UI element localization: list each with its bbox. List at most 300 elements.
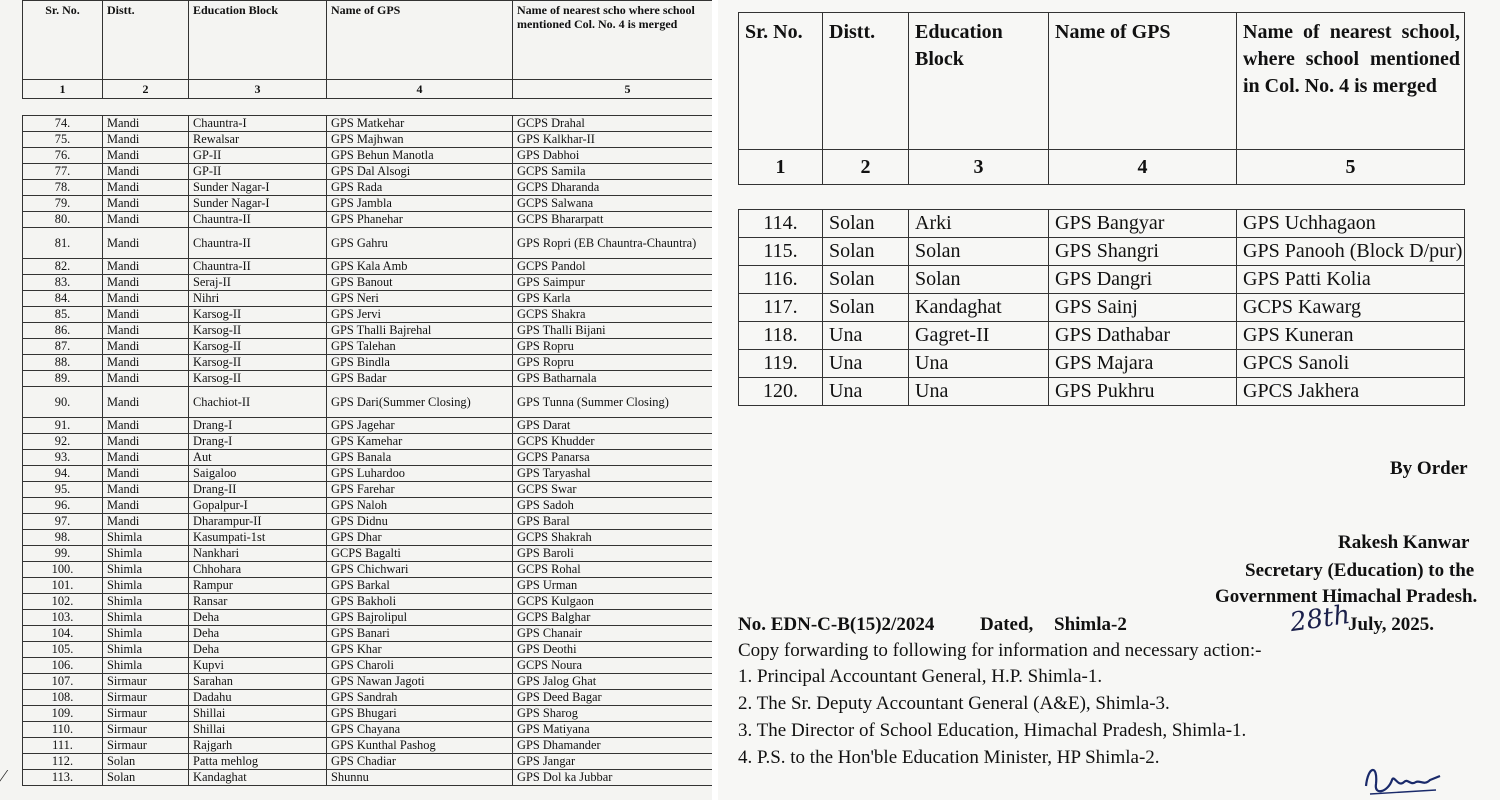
left-table-row — [23, 674, 713, 690]
right-col-num: 1 — [739, 150, 823, 185]
right-table-row — [739, 266, 1465, 294]
copy-list-item: 1. Principal Accountant General, H.P. Shimla-1. — [738, 666, 1103, 687]
district-cell: Shimla — [103, 594, 189, 610]
education-block-cell: Sarahan — [189, 674, 327, 690]
sr-no-cell: 94. — [23, 466, 103, 482]
gps-name-cell: GPS Chayana — [327, 722, 513, 738]
dated-label: Dated, — [980, 614, 1034, 635]
sr-no-cell: 93. — [23, 450, 103, 466]
sr-no-cell: 105. — [23, 642, 103, 658]
nearest-school-cell: GCPS Pandol — [513, 259, 713, 275]
gps-name-cell: Shunnu — [327, 770, 513, 786]
gps-name-cell: GPS Kala Amb — [327, 259, 513, 275]
district-cell: Solan — [103, 770, 189, 786]
left-table-row — [23, 482, 713, 498]
district-cell: Mandi — [103, 466, 189, 482]
district-cell: Mandi — [103, 180, 189, 196]
nearest-school-cell: GPS Deed Bagar — [513, 690, 713, 706]
right-col-header-distt: Distt. — [823, 13, 909, 150]
sr-no-cell: 98. — [23, 530, 103, 546]
gps-name-cell: GPS Matkehar — [327, 116, 513, 132]
education-block-cell: Kupvi — [189, 658, 327, 674]
handwritten-date-day: 28th — [1288, 599, 1353, 639]
by-order-text: By Order — [1390, 458, 1468, 479]
sr-no-cell: 114. — [739, 210, 823, 238]
district-cell: Shimla — [103, 610, 189, 626]
gps-name-cell: GPS Jambla — [327, 196, 513, 212]
gps-name-cell: GPS Dhar — [327, 530, 513, 546]
nearest-school-cell: GPS Deothi — [513, 642, 713, 658]
education-block-cell: Patta mehlog — [189, 754, 327, 770]
sr-no-cell: 80. — [23, 212, 103, 228]
nearest-school-cell: GPS Matiyana — [513, 722, 713, 738]
right-table-row — [739, 378, 1465, 406]
nearest-school-cell: GCPS Bhararpatt — [513, 212, 713, 228]
left-table-row — [23, 339, 713, 355]
gps-name-cell: GPS Bhugari — [327, 706, 513, 722]
sr-no-cell: 82. — [23, 259, 103, 275]
education-block-cell: Deha — [189, 610, 327, 626]
district-cell: Solan — [103, 754, 189, 770]
right-table-row — [739, 238, 1465, 266]
gps-name-cell: GPS Majara — [1049, 350, 1237, 378]
district-cell: Mandi — [103, 164, 189, 180]
gps-name-cell: GPS Charoli — [327, 658, 513, 674]
district-cell: Shimla — [103, 658, 189, 674]
education-block-cell: Gopalpur-I — [189, 498, 327, 514]
district-cell: Mandi — [103, 212, 189, 228]
left-table-row — [23, 658, 713, 674]
left-table-row — [23, 180, 713, 196]
sr-no-cell: 113. — [23, 770, 103, 786]
nearest-school-cell: GCPS Swar — [513, 482, 713, 498]
gps-name-cell: GPS Farehar — [327, 482, 513, 498]
nearest-school-cell: GPS Baral — [513, 514, 713, 530]
education-block-cell: Chhohara — [189, 562, 327, 578]
gps-name-cell: GPS Naloh — [327, 498, 513, 514]
nearest-school-cell: GCPS Dharanda — [513, 180, 713, 196]
nearest-school-cell: GPS Saimpur — [513, 275, 713, 291]
education-block-cell: Aut — [189, 450, 327, 466]
district-cell: Sirmaur — [103, 738, 189, 754]
left-table-row — [23, 196, 713, 212]
gps-name-cell: GPS Sandrah — [327, 690, 513, 706]
left-table-row — [23, 530, 713, 546]
education-block-cell: Sunder Nagar-I — [189, 180, 327, 196]
district-cell: Mandi — [103, 418, 189, 434]
gps-name-cell: GPS Barkal — [327, 578, 513, 594]
left-table-row — [23, 387, 713, 418]
district-cell: Sirmaur — [103, 706, 189, 722]
left-table-row — [23, 450, 713, 466]
education-block-cell: Kasumpati-1st — [189, 530, 327, 546]
district-cell: Mandi — [103, 148, 189, 164]
gps-name-cell: GPS Kunthal Pashog — [327, 738, 513, 754]
district-cell: Mandi — [103, 307, 189, 323]
gps-name-cell: GPS Shangri — [1049, 238, 1237, 266]
dated-place: Shimla-2 — [1054, 614, 1127, 635]
education-block-cell: Karsog-II — [189, 371, 327, 387]
left-table-row — [23, 578, 713, 594]
sr-no-cell: 108. — [23, 690, 103, 706]
gps-name-cell: GPS Neri — [327, 291, 513, 307]
gps-name-cell: GPS Khar — [327, 642, 513, 658]
district-cell: Mandi — [103, 323, 189, 339]
gps-name-cell: GPS Pukhru — [1049, 378, 1237, 406]
left-table-row — [23, 323, 713, 339]
nearest-school-cell: GPS Jangar — [513, 754, 713, 770]
education-block-cell: Karsog-II — [189, 339, 327, 355]
sr-no-cell: 89. — [23, 371, 103, 387]
district-cell: Shimla — [103, 530, 189, 546]
sr-no-cell: 117. — [739, 294, 823, 322]
left-table-row — [23, 132, 713, 148]
left-col-num: 2 — [103, 80, 189, 99]
sr-no-cell: 120. — [739, 378, 823, 406]
gps-name-cell: GPS Phanehar — [327, 212, 513, 228]
education-block-cell: Una — [909, 350, 1049, 378]
left-table-row — [23, 722, 713, 738]
sr-no-cell: 104. — [23, 626, 103, 642]
gps-name-cell: GPS Dathabar — [1049, 322, 1237, 350]
gps-name-cell: GPS Dangri — [1049, 266, 1237, 294]
education-block-cell: Rampur — [189, 578, 327, 594]
district-cell: Solan — [823, 238, 909, 266]
left-table-row — [23, 418, 713, 434]
nearest-school-cell: GCPS Rohal — [513, 562, 713, 578]
district-cell: Una — [823, 350, 909, 378]
education-block-cell: Shillai — [189, 706, 327, 722]
nearest-school-cell: GPS Kuneran — [1237, 322, 1465, 350]
left-table-row — [23, 148, 713, 164]
district-cell: Shimla — [103, 562, 189, 578]
education-block-cell: Gagret-II — [909, 322, 1049, 350]
nearest-school-cell: GCPS Shakrah — [513, 530, 713, 546]
left-document-page — [0, 0, 712, 800]
gps-name-cell: GPS Jervi — [327, 307, 513, 323]
sr-no-cell: 84. — [23, 291, 103, 307]
education-block-cell: Drang-I — [189, 434, 327, 450]
signatory-org: Government Himachal Pradesh. — [1215, 586, 1478, 607]
district-cell: Mandi — [103, 498, 189, 514]
district-cell: Mandi — [103, 514, 189, 530]
signatory-title: Secretary (Education) to the — [1245, 560, 1475, 581]
sr-no-cell: 83. — [23, 275, 103, 291]
education-block-cell: Rajgarh — [189, 738, 327, 754]
right-col-header-block: Education Block — [909, 13, 1049, 150]
left-table-row — [23, 626, 713, 642]
right-table-row — [739, 294, 1465, 322]
gps-name-cell: GPS Jagehar — [327, 418, 513, 434]
left-table-body — [22, 115, 712, 786]
sr-no-cell: 102. — [23, 594, 103, 610]
sr-no-cell: 96. — [23, 498, 103, 514]
sr-no-cell: 111. — [23, 738, 103, 754]
sr-no-cell: 76. — [23, 148, 103, 164]
left-col-header-gps: Name of GPS — [327, 1, 513, 80]
nearest-school-cell: GPS Batharnala — [513, 371, 713, 387]
left-table-row — [23, 434, 713, 450]
sr-no-cell: 86. — [23, 323, 103, 339]
education-block-cell: Solan — [909, 266, 1049, 294]
education-block-cell: Karsog-II — [189, 355, 327, 371]
district-cell: Sirmaur — [103, 674, 189, 690]
left-table-row — [23, 275, 713, 291]
gps-name-cell: GPS Dari(Summer Closing) — [327, 387, 513, 418]
right-table-row — [739, 350, 1465, 378]
sr-no-cell: 91. — [23, 418, 103, 434]
nearest-school-cell: GPS Urman — [513, 578, 713, 594]
left-table-row — [23, 610, 713, 626]
gps-name-cell: GPS Talehan — [327, 339, 513, 355]
left-col-num: 3 — [189, 80, 327, 99]
sr-no-cell: 119. — [739, 350, 823, 378]
left-table-row — [23, 562, 713, 578]
education-block-cell: Kandaghat — [909, 294, 1049, 322]
left-table-row — [23, 770, 713, 786]
gps-name-cell: GPS Chadiar — [327, 754, 513, 770]
left-col-header-nearest: Name of nearest scho where school mentioned Col. No. 4 is merged — [513, 1, 713, 80]
district-cell: Mandi — [103, 371, 189, 387]
nearest-school-cell: GCPS Kawarg — [1237, 294, 1465, 322]
district-cell: Una — [823, 322, 909, 350]
education-block-cell: Saigaloo — [189, 466, 327, 482]
gps-name-cell: GPS Dal Alsogi — [327, 164, 513, 180]
district-cell: Shimla — [103, 546, 189, 562]
district-cell: Mandi — [103, 355, 189, 371]
left-table-row — [23, 642, 713, 658]
district-cell: Mandi — [103, 291, 189, 307]
nearest-school-cell: GCPS Kulgaon — [513, 594, 713, 610]
nearest-school-cell: GCPS Samila — [513, 164, 713, 180]
gps-name-cell: GPS Chichwari — [327, 562, 513, 578]
nearest-school-cell: GPS Panooh (Block D/pur) — [1237, 238, 1465, 266]
district-cell: Mandi — [103, 228, 189, 259]
nearest-school-cell: GPS Dol ka Jubbar — [513, 770, 713, 786]
sr-no-cell: 87. — [23, 339, 103, 355]
education-block-cell: Karsog-II — [189, 307, 327, 323]
sr-no-cell: 92. — [23, 434, 103, 450]
nearest-school-cell: GPS Chanair — [513, 626, 713, 642]
sr-no-cell: 107. — [23, 674, 103, 690]
district-cell: Mandi — [103, 116, 189, 132]
education-block-cell: Chauntra-II — [189, 212, 327, 228]
page-edge-mark: ⁄ — [2, 766, 6, 786]
sr-no-cell: 100. — [23, 562, 103, 578]
left-table-row — [23, 738, 713, 754]
gps-name-cell: GPS Badar — [327, 371, 513, 387]
education-block-cell: Chauntra-II — [189, 228, 327, 259]
nearest-school-cell: GPS Ropri (EB Chauntra-Chauntra) — [513, 228, 713, 259]
gps-name-cell: GPS Bindla — [327, 355, 513, 371]
education-block-cell: Shillai — [189, 722, 327, 738]
gps-name-cell: GPS Kamehar — [327, 434, 513, 450]
nearest-school-cell: GPS Jalog Ghat — [513, 674, 713, 690]
left-table-row — [23, 259, 713, 275]
copy-list-item: 4. P.S. to the Hon'ble Education Minister, HP Shimla-2. — [738, 747, 1160, 768]
district-cell: Sirmaur — [103, 722, 189, 738]
left-col-header-block: Education Block — [189, 1, 327, 80]
nearest-school-cell: GCPS Balghar — [513, 610, 713, 626]
gps-name-cell: GPS Banout — [327, 275, 513, 291]
left-table-row — [23, 355, 713, 371]
nearest-school-cell: GPS Uchhagaon — [1237, 210, 1465, 238]
right-table-row — [739, 322, 1465, 350]
left-col-header-sr: Sr. No. — [23, 1, 103, 80]
gps-name-cell: GPS Behun Manotla — [327, 148, 513, 164]
right-col-num: 5 — [1237, 150, 1465, 185]
signatory-name: Rakesh Kanwar — [1338, 532, 1470, 553]
education-block-cell: Drang-I — [189, 418, 327, 434]
right-table-row — [739, 210, 1465, 238]
left-col-num: 5 — [513, 80, 713, 99]
left-table-row — [23, 594, 713, 610]
nearest-school-cell: GPS Ropru — [513, 339, 713, 355]
education-block-cell: GP-II — [189, 148, 327, 164]
gps-name-cell: GPS Bajrolipul — [327, 610, 513, 626]
education-block-cell: Arki — [909, 210, 1049, 238]
district-cell: Sirmaur — [103, 690, 189, 706]
sr-no-cell: 116. — [739, 266, 823, 294]
left-table-header — [22, 0, 712, 99]
sr-no-cell: 85. — [23, 307, 103, 323]
nearest-school-cell: GPS Darat — [513, 418, 713, 434]
left-table-row — [23, 228, 713, 259]
gps-name-cell: GPS Thalli Bajrehal — [327, 323, 513, 339]
left-table-row — [23, 164, 713, 180]
education-block-cell: Solan — [909, 238, 1049, 266]
district-cell: Mandi — [103, 482, 189, 498]
right-col-header-nearest: Name of nearest school, where school mentioned in Col. No. 4 is merged — [1237, 13, 1465, 150]
nearest-school-cell: GPS Dhamander — [513, 738, 713, 754]
right-col-num: 2 — [823, 150, 909, 185]
left-table-row — [23, 498, 713, 514]
right-col-num: 3 — [909, 150, 1049, 185]
gps-name-cell: GPS Bangyar — [1049, 210, 1237, 238]
left-table-row — [23, 546, 713, 562]
reference-number: No. EDN-C-B(15)2/2024 — [738, 614, 935, 635]
education-block-cell: Dharampur-II — [189, 514, 327, 530]
sr-no-cell: 81. — [23, 228, 103, 259]
district-cell: Solan — [823, 210, 909, 238]
district-cell: Mandi — [103, 132, 189, 148]
education-block-cell: Seraj-II — [189, 275, 327, 291]
date-month-year: July, 2025. — [1348, 614, 1435, 635]
education-block-cell: Dadahu — [189, 690, 327, 706]
district-cell: Una — [823, 378, 909, 406]
nearest-school-cell: GPS Thalli Bijani — [513, 323, 713, 339]
gps-name-cell: GPS Gahru — [327, 228, 513, 259]
education-block-cell: GP-II — [189, 164, 327, 180]
right-table-header — [738, 12, 1465, 185]
left-table-row — [23, 291, 713, 307]
left-table-row — [23, 514, 713, 530]
nearest-school-cell: GPS Karla — [513, 291, 713, 307]
nearest-school-cell: GPCS Sanoli — [1237, 350, 1465, 378]
sr-no-cell: 101. — [23, 578, 103, 594]
nearest-school-cell: GPS Dabhoi — [513, 148, 713, 164]
left-table-row — [23, 690, 713, 706]
gps-name-cell: GPS Majhwan — [327, 132, 513, 148]
district-cell: Shimla — [103, 626, 189, 642]
nearest-school-cell: GCPS Drahal — [513, 116, 713, 132]
district-cell: Mandi — [103, 259, 189, 275]
sr-no-cell: 79. — [23, 196, 103, 212]
district-cell: Mandi — [103, 275, 189, 291]
left-col-num: 1 — [23, 80, 103, 99]
education-block-cell: Karsog-II — [189, 323, 327, 339]
nearest-school-cell: GCPS Salwana — [513, 196, 713, 212]
sr-no-cell: 112. — [23, 754, 103, 770]
nearest-school-cell: GPS Sadoh — [513, 498, 713, 514]
gps-name-cell: GPS Didnu — [327, 514, 513, 530]
copy-list-item: 3. The Director of School Education, Himachal Pradesh, Shimla-1. — [738, 720, 1247, 741]
education-block-cell: Drang-II — [189, 482, 327, 498]
education-block-cell: Rewalsar — [189, 132, 327, 148]
sr-no-cell: 99. — [23, 546, 103, 562]
nearest-school-cell: GPS Baroli — [513, 546, 713, 562]
right-document-page — [718, 0, 1500, 800]
gps-name-cell: GPS Sainj — [1049, 294, 1237, 322]
gps-name-cell: GPS Banala — [327, 450, 513, 466]
nearest-school-cell: GPS Tunna (Summer Closing) — [513, 387, 713, 418]
education-block-cell: Chauntra-I — [189, 116, 327, 132]
nearest-school-cell: GCPS Khudder — [513, 434, 713, 450]
gps-name-cell: GPS Banari — [327, 626, 513, 642]
left-table-row — [23, 212, 713, 228]
signature-scribble — [1358, 756, 1448, 800]
left-table-row — [23, 706, 713, 722]
education-block-cell: Nihri — [189, 291, 327, 307]
right-col-num: 4 — [1049, 150, 1237, 185]
right-table-body — [738, 209, 1465, 406]
education-block-cell: Nankhari — [189, 546, 327, 562]
sr-no-cell: 77. — [23, 164, 103, 180]
sr-no-cell: 88. — [23, 355, 103, 371]
education-block-cell: Deha — [189, 642, 327, 658]
district-cell: Mandi — [103, 450, 189, 466]
district-cell: Solan — [823, 266, 909, 294]
district-cell: Mandi — [103, 387, 189, 418]
sr-no-cell: 78. — [23, 180, 103, 196]
education-block-cell: Chachiot-II — [189, 387, 327, 418]
sr-no-cell: 118. — [739, 322, 823, 350]
district-cell: Solan — [823, 294, 909, 322]
education-block-cell: Chauntra-II — [189, 259, 327, 275]
sr-no-cell: 103. — [23, 610, 103, 626]
sr-no-cell: 75. — [23, 132, 103, 148]
sr-no-cell: 109. — [23, 706, 103, 722]
district-cell: Mandi — [103, 434, 189, 450]
copy-list-item: 2. The Sr. Deputy Accountant General (A&E), Shimla-3. — [738, 693, 1170, 714]
nearest-school-cell: GPS Taryashal — [513, 466, 713, 482]
nearest-school-cell: GPS Patti Kolia — [1237, 266, 1465, 294]
education-block-cell: Kandaghat — [189, 770, 327, 786]
right-col-header-gps: Name of GPS — [1049, 13, 1237, 150]
gps-name-cell: GCPS Bagalti — [327, 546, 513, 562]
gps-name-cell: GPS Bakholi — [327, 594, 513, 610]
nearest-school-cell: GCPS Panarsa — [513, 450, 713, 466]
left-table-row — [23, 307, 713, 323]
education-block-cell: Ransar — [189, 594, 327, 610]
gps-name-cell: GPS Nawan Jagoti — [327, 674, 513, 690]
sr-no-cell: 95. — [23, 482, 103, 498]
gps-name-cell: GPS Rada — [327, 180, 513, 196]
nearest-school-cell: GPCS Jakhera — [1237, 378, 1465, 406]
sr-no-cell: 97. — [23, 514, 103, 530]
sr-no-cell: 90. — [23, 387, 103, 418]
education-block-cell: Deha — [189, 626, 327, 642]
